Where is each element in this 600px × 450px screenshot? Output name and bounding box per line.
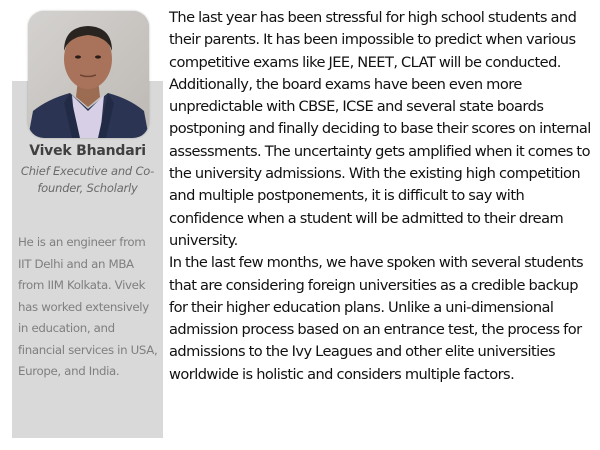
article-paragraph-2: In the last few months, we have spoken with several students that are considering foreign universities as a credible backup for their higher education plans. Unlike a uni-dimensional admission process based on an entrance test, the process for admissions to the Ivy Leagues and other elite universities worldwide is holistic and considers multiple factors. — [169, 254, 584, 383]
profile-bio: He is an engineer from IIT Delhi and an MBA from IIM Kolkata. Vivek has worked extensively in education, and financial services in USA, Europe, and India. — [18, 235, 158, 378]
person-portrait-icon — [28, 11, 149, 138]
article-body — [169, 7, 599, 386]
profile-name: Vivek Bhandari — [29, 143, 146, 159]
profile-photo — [28, 11, 149, 138]
article-paragraph-1: The last year has been stressful for high school students and their parents. It has been impossible to predict when various competitive exams like JEE, NEET, CLAT will be conducted. Additionally, the board exams have been even more unpredictable with CBSE, ICSE and several state boards postponing and finally deciding to base their scores on internal assessments. The uncertainty gets amplified when it comes to the university admissions. With the existing high competition and multiple postponements, it is difficult to say with confidence when a student will be admitted to their dream university. — [169, 9, 591, 249]
profile-role: Chief Executive and Co-founder, Scholarly — [20, 164, 155, 195]
